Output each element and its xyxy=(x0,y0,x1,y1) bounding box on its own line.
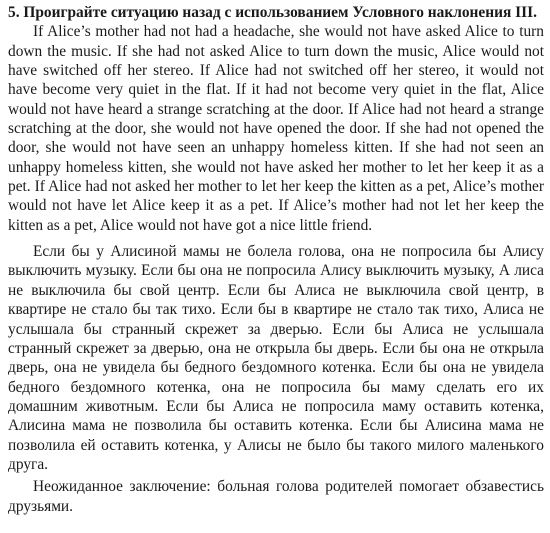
exercise-title: Проиграйте ситуацию назад с использованием Условного наклонения III. xyxy=(23,4,537,21)
exercise-number: 5. xyxy=(8,4,20,21)
exercise-heading xyxy=(8,3,544,22)
english-paragraph: If Alice’s mother had not had a headache, she would not have asked Alice to turn down the music. If she had not asked Alice to turn down the music, Alice would not have switched off her stereo. If Alice had not switched off her stereo, it would not have become very quiet in the flat. If it had not become very quiet in the flat, Alice would not have heard a strange scratching at the door. If Alice had not heard a strange scratching at the door, she would not have opened the door. If she had not opened the door, she would not have seen an unhappy homeless kitten. If she had not seen an unhappy homeless kitten, she would not have asked her mother to let her keep it as a pet. If Alice had not asked her mother to let her keep the kitten as a pet, Alice’s mother would not have let Alice keep it as a pet. If Alice’s mother had not let her keep the kitten as a pet, Alice would not have got a nice little friend. xyxy=(8,23,544,234)
conclusion-paragraph: Неожиданное заключение: больная голова родителей помогает обзавестись друзьями. xyxy=(8,478,544,515)
russian-paragraph: Если бы у Алисиной мамы не болела голова, она не попросила бы Алису выключить музыку. Если бы она не попросила Алису выключить музыку, А лиса не выключила бы свой центр. Если бы Алиса не выключила свой центр, в квартире не стало бы так тихо. Если бы в квартире не стало так тихо, Алиса не услышала бы странный скрежет за дверью. Если бы Алиса не услышала странный скрежет за дверью, она не открыла бы дверь. Если бы она не открыла дверь, она не увидела бы бедного бездомного котенка. Если бы она не увидела бедного бездомного котенка, она не попросила бы маму сделать его их домашним животным. Если бы Алиса не попросила маму оставить котенка, Алисина мама не позволила бы оставить котенка. Если бы Алисина мама не позволила ей оставить котенка, у Алисы не было бы такого милого маленького друга. xyxy=(8,243,544,473)
